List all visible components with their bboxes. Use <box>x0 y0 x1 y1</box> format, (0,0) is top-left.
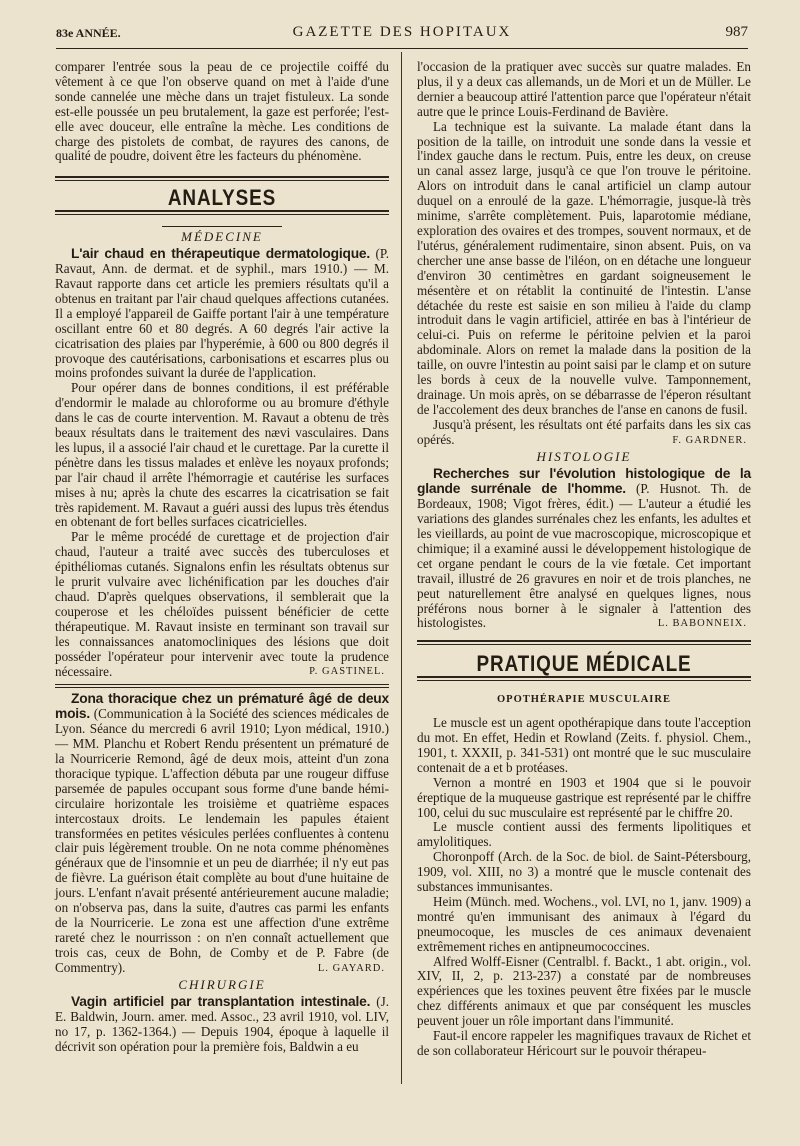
article-surrenale <box>417 467 751 631</box>
left-column <box>55 60 389 1055</box>
section-title-analyses: ANALYSES <box>167 185 277 211</box>
paragraph: Faut-il encore rappeler les magnifiques travaux de Richet et de son collaborateur Héricourt sur le pouvoir thérapeu- <box>417 1028 751 1058</box>
paragraph: La technique est la suivante. La malade étant dans la position de la taille, on introduit une sonde dans la vessie et l'index gauche dans le rectum. Puis, entre les deux, on creuse un canal assez large, jusqu'à ce que l'on trouve le péritoine. Alors on introduit dans le canal artificiel un clamp autour duquel on a enroulé de la gaze. L'hémorragie, jusque-là très minime, s'arrête complètement. Puis, laparotomie médiane, exploration des ovaires et des trompes, souvent normaux, et de l'utérus, généralement rudimentaire, sinon absent. Puis, on va chercher une anse basse de l'iléon, on en détache une longueur d'environ 30 centimètres en gardant soigneusement le mésentère et on rétablit la continuité de l'intestin. L'anse détachée du reste est saisie en son milieu à l'aide du clamp introduit dans le vagin artificiel, attirée en bas à l'intérieur de celui-ci. Puis on referme le péritoine pelvien et la paroi abdominale. Alors on remet la malade dans la position de la taille, on ouvre l'intestin au point saisi par le clamp et on suture les bords à ceux de la nouvelle vulve. Tamponnement, drainage. Un mois après, on se débarrasse de l'éperon résultant de l'accolement des deux branches de l'anse en canons de fusil. <box>417 118 751 417</box>
header-rule <box>56 48 748 49</box>
article-vagin <box>55 995 389 1055</box>
intro-paragraph: comparer l'entrée sous la peau de ce projectile coiffé du vêtement à ce que l'on observe quand on met à l'aide d'une sonde cannelée une mèche dans un trajet fistuleux. La sonde est-elle poussée un peu brutalement, la gaze est perforée; l'est-elle avec douceur, elle entraîne la mèche. Les conditions de charge des pistolets de combat, de rayures des canons, de qualité de poudre, doivent être les facteurs du phénomène. <box>55 59 389 164</box>
signature: P. GASTINEL. <box>309 666 385 678</box>
article-title: L'air chaud en thérapeutique dermatologique. <box>71 246 371 262</box>
article-air-chaud <box>55 247 389 381</box>
year-label: 83e ANNÉE. <box>56 26 121 40</box>
paragraph: Alfred Wolff-Eisner (Centralbl. f. Backt., 1 abt. origin., vol. XIV, II, 2, p. 213-237) a constaté par de nombreuses expériences que les toxines peuvent être fixées par le muscle chez différents animaux et que par conséquent les muscles peuvent jouer un rôle important dans l'immunité. <box>417 953 751 1029</box>
section-title-pratique: PRATIQUE MÉDICALE <box>476 651 692 677</box>
article-title: Zona thoracique chez un prématuré âgé de deux mois. <box>55 691 389 722</box>
paragraph: Pour opérer dans de bonnes conditions, il est préférable d'endormir le malade au chloroforme ou au bromure d'éthyle dans le cas de courte intervention. M. Ravaut a obtenu de très beaux résultats dans le traitement des nævi vasculaires. Dans les lupus, il a associé l'air chaud et le curettage. Par la curette il pénètre dans les tissus malades et enlève les noyaux profonds; par l'air chaud il arrête l'hémorragie et cautérise les surfaces mises à nu; après la chute des escarres la cicatrisation se fait très rapidement. M. Ravaut a guéri aussi des lupus très étendus en obtenant de fort belles surfaces cicatricielles. <box>55 380 389 530</box>
subhead-opotherapie: OPOTHÉRAPIE MUSCULAIRE <box>497 694 671 706</box>
paragraph: Choronpoff (Arch. de la Soc. de biol. de Saint-Pétersbourg, 1909, vol. XIII, no 3) a montré que le muscle contenait des substances immunisantes. <box>417 849 751 895</box>
signature: L. BABONNEIX. <box>657 618 747 630</box>
paragraph: l'occasion de la pratiquer avec succès sur quatre malades. En plus, il y a deux cas allemands, un de Mori et un de Müller. Le dernier a beaucoup attiré l'attention parce que l'opérateur n'était autre que le prince Louis-Ferdinand de Bavière. <box>417 59 751 119</box>
subhead-medecine: MÉDECINE <box>181 229 263 245</box>
paragraph: Le muscle est un agent opothérapique dans toute l'acception du mot. En effet, Hedin et Rowland (Zeits. f. physiol. Chem., 1901, t. XXXII, p. 341-531) ont montré que le suc musculaire contenait de a et b protéases. <box>417 715 751 775</box>
column-divider <box>401 52 402 1084</box>
subhead-histologie: HISTOLOGIE <box>536 449 632 465</box>
paragraph: Le muscle contient aussi des ferments lipolitiques et amylolitiques. <box>417 819 751 850</box>
article-body: (Communication à la Société des sciences médicales de Lyon. Séance du mercredi 6 avril 1910; Lyon médical, 1910.) — MM. Planchu et Robert Rendu présentent un prématuré de la Nourricerie Remond, âgé de deux mois, atteint d'un zona thoracique typique. L'affection débuta par une rougeur diffuse parsemée de papules occupant sous forme d'une bande hémi-circulaire horizontale les troisième et quatrième espaces intercostaux droits. Le lendemain les papules étaient transformées en petites vésicules perlées confluentes à contenu clair puis légèrement trouble. On ne nota comme phénomènes généraux que de l'insomnie et un peu de diarrhée; il n'y eut pas de fièvre. La guérison était complète au bout d'une huitaine de jours. L'enfant n'avait présenté antérieurement aucune maladie; on n'observa pas, dans la suite, d'autres cas parmi les enfants de la Nourricerie. Le zona est une affection d'une extrême rareté chez le nourrisson : on n'en connaît actuellement que trois cas, ceux de Bohn, de Comby et de P. Fabre (de Commentry). <box>55 706 389 975</box>
paragraph: Jusqu'à présent, les résultats ont été parfaits dans les six cas opérés. <box>417 416 751 447</box>
journal-title: GAZETTE DES HOPITAUX <box>292 24 512 40</box>
article-body: (P. Husnot. Th. de Bordeaux, 1908; Vigot frères, édit.) — L'auteur a étudié les variations des glandes surrénales chez les enfants, les adultes et les vieillards, au point de vue macroscopique, microscopique et chimique; il a examiné aussi le développement histologique de cet organe pendant le cours de la vie fœtale. Cet important travail, illustré de 26 gravures en noir et de trois planches, ne peut naturellement être analysé en quelques lignes, nous préférons nous borner à le signaler à l'attention des histologistes. <box>417 481 751 631</box>
subhead-chirurgie: CHIRURGIE <box>178 977 266 993</box>
article-title: Vagin artificiel par transplantation intestinale. <box>71 994 371 1010</box>
right-column <box>417 60 751 1059</box>
article-title: Recherches sur l'évolution histologique de la glande surrénale de l'homme. <box>417 466 751 497</box>
short-rule <box>162 226 282 227</box>
page-number: 987 <box>725 24 748 40</box>
paragraph: Par le même procédé de curettage et de projection d'air chaud, l'auteur a traité avec succès des tuberculoses et épithéliomas cutanés. Signalons enfin les résultats obtenus sur le prurit vulvaire avec lichénification par les douches d'air chaud. D'après quelques observations, il semblerait que la couperose et les chéloïdes puissent bénéficier de cette thérapeutique. M. Ravaut insiste en terminant son travail sur les connaissances anatomocliniques des lésions que doit posséder l'opérateur pour intervenir avec toute la prudence nécessaire. <box>55 529 389 679</box>
running-head <box>56 24 748 46</box>
article-body: (P. Ravaut, Ann. de dermat. et de syphil., mars 1910.) — M. Ravaut rapporte dans cet article les premiers résultats qu'il a obtenus en traitant par l'air chaud quelques affections cutanées. Il a employé l'appareil de Gaiffe portant l'air à une température oscillant entre 60 et 80 degrés. A 60 degrés l'air active la cicatrisation des plaies par l'hyperémie, à 600 ou 800 degrés il provoque des cautérisations, carbonisations et escarres plus ou moins profondes suivant la durée de l'application. <box>55 246 389 381</box>
signature: F. GARDNER. <box>672 434 747 446</box>
paragraph: Vernon a montré en 1903 et 1904 que si le pouvoir éreptique de la muqueuse gastrique est représenté par le chiffre 100, celui du suc musculaire est représenté par le chiffre 20. <box>417 774 751 820</box>
article-zona <box>55 692 389 975</box>
article-body: (J. E. Baldwin, Journ. amer. med. Assoc., 23 avril 1910, vol. LIV, no 17, p. 1362-1364.) — Depuis 1904, époque à laquelle il décrivit son opération pour la première fois, Baldwin a eu <box>55 994 390 1055</box>
paragraph: Heim (Münch. med. Wochens., vol. LVI, no 1, janv. 1909) a montré qu'en immunisant des animaux à l'égard du pneumocoque, les muscles de ces animaux devenaient extrêmement riches en antipneumococcines. <box>417 893 751 954</box>
signature: L. GAYARD. <box>317 962 385 974</box>
